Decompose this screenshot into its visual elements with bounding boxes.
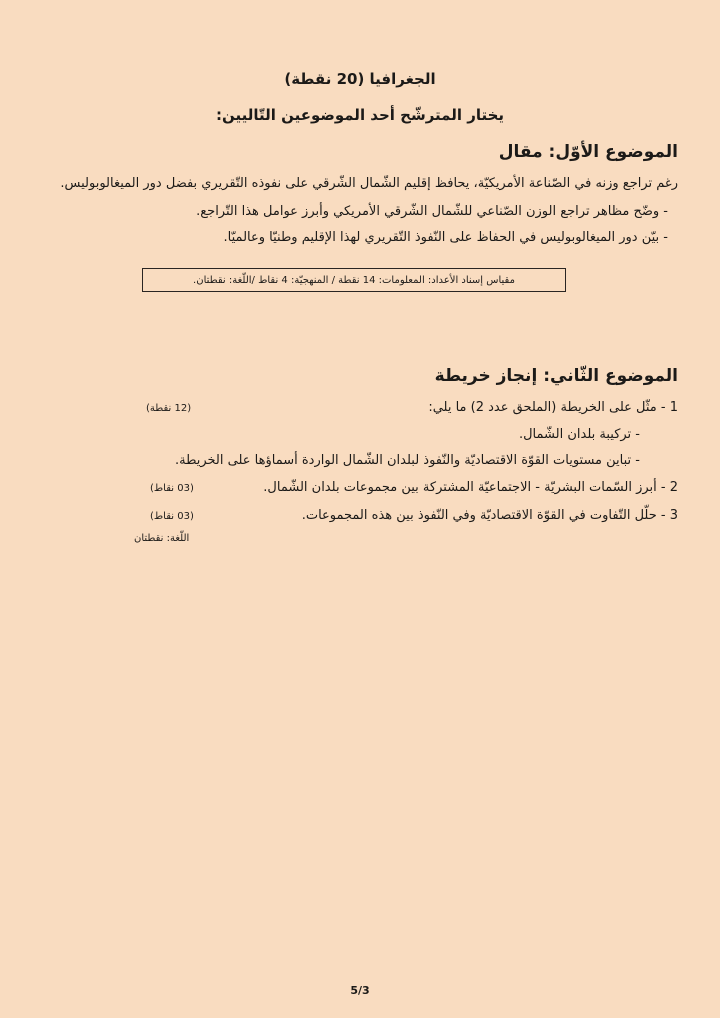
topic1-intro: رغم تراجع وزنه في الصّناعة الأمريكيّة، يحافظ إقليم الشّمال الشّرقي على نفوذه التّقريري بفضل دور الميغالوبوليس. [60, 176, 678, 191]
question-3-points: (03 نقاط) [150, 511, 194, 522]
language-points: اللّغة: نقطتان [134, 533, 190, 544]
question-1-item-2: - تباين مستويات القوّة الاقتصاديّة والنّفوذ لبلدان الشّمال الواردة أسماؤها على الخريطة. [174, 453, 640, 468]
topic1-task-1: - وضّح مظاهر تراجع الوزن الصّناعي للشّمال الشّرقي الأمريكي وأبرز عوامل هذا التّراجع. [196, 204, 668, 219]
topic1-heading: الموضوع الأوّل: مقال [498, 142, 678, 162]
page-number: 5/3 [350, 984, 370, 997]
page-title: الجغرافيا (20 نقطة) [284, 70, 436, 88]
question-3: 3 - حلّل التّفاوت في القوّة الاقتصاديّة وفي النّفوذ بين هذه المجموعات. [301, 508, 678, 523]
question-2-points: (03 نقاط) [150, 483, 194, 494]
question-2: 2 - أبرز السّمات البشريّة - الاجتماعيّة المشتركة بين مجموعات بلدان الشّمال. [263, 480, 678, 495]
question-1-item-1: - تركيبة بلدان الشّمال. [518, 427, 640, 442]
grading-scale-box: مقياس إسناد الأعداد: المعلومات: 14 نقطة / المنهجيّة: 4 نقاط /اللّغة: نقطتان. [142, 268, 566, 292]
topic2-heading: الموضوع الثّاني: إنجاز خريطة [434, 366, 678, 386]
question-1-points: (12 نقطة) [146, 403, 192, 414]
instruction: يختار المترشّح أحد الموضوعين التّاليين: [215, 106, 505, 124]
topic1-task-2: - بيّن دور الميغالوبوليس في الحفاظ على النّفوذ التّقريري لهذا الإقليم وطنيّا وعالميّا. [223, 230, 668, 245]
question-1: 1 - مثّل على الخريطة (الملحق عدد 2) ما يلي: [428, 400, 678, 415]
